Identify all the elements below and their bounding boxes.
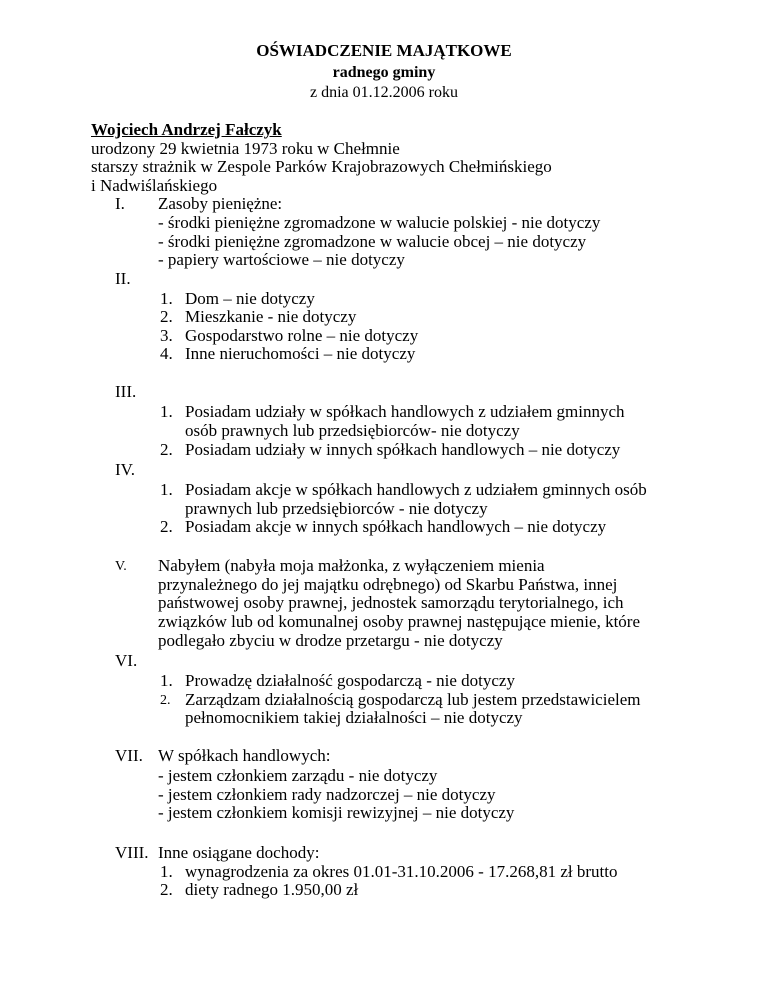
list-number: 1. [160, 289, 173, 308]
section-3-item2: Posiadam udziały w innych spółkach handlowych – nie dotyczy [185, 440, 621, 459]
section-3-item1-line2: osób prawnych lub przedsiębiorców- nie dotyczy [185, 421, 520, 440]
section-8-heading: Inne osiągane dochody: [158, 843, 320, 862]
section-2-item: Mieszkanie - nie dotyczy [185, 307, 357, 326]
section-8-item: wynagrodzenia za okres 01.01-31.10.2006 - 17.268,81 zł brutto [185, 862, 618, 881]
person-job-line2: i Nadwiślańskiego [91, 176, 218, 195]
section-4-item1-line1: Posiadam akcje w spółkach handlowych z udziałem gminnych osób [185, 480, 647, 499]
list-number: 2. [160, 880, 173, 899]
section-4-numeral: IV. [115, 460, 135, 479]
list-number: 2. [160, 440, 173, 459]
section-7-item: - jestem członkiem rady nadzorczej – nie dotyczy [158, 785, 496, 804]
section-3-item1-line1: Posiadam udziały w spółkach handlowych z udziałem gminnych [185, 402, 625, 421]
list-number: 4. [160, 344, 173, 363]
section-7-heading: W spółkach handlowych: [158, 746, 331, 765]
section-2-numeral: II. [115, 269, 131, 288]
list-number: 2. [160, 517, 173, 536]
person-birth: urodzony 29 kwietnia 1973 roku w Chełmnie [91, 139, 400, 158]
person-name: Wojciech Andrzej Fałczyk [91, 120, 282, 139]
section-4-item1-line2: prawnych lub przedsiębiorców - nie dotyczy [185, 499, 488, 518]
section-2-item: Gospodarstwo rolne – nie dotyczy [185, 326, 419, 345]
section-7-item: - jestem członkiem komisji rewizyjnej – nie dotyczy [158, 803, 515, 822]
section-5-line: podlegało zbyciu w drodze przetargu - nie dotyczy [158, 631, 503, 650]
section-2-item: Inne nieruchomości – nie dotyczy [185, 344, 416, 363]
section-5-line: Nabyłem (nabyła moja małżonka, z wyłączeniem mienia [158, 556, 545, 575]
section-1-item: - papiery wartościowe – nie dotyczy [158, 250, 405, 269]
section-7-item: - jestem członkiem zarządu - nie dotyczy [158, 766, 438, 785]
section-1-item: - środki pieniężne zgromadzone w walucie polskiej - nie dotyczy [158, 213, 601, 232]
section-1-numeral: I. [115, 194, 125, 213]
section-1-heading: Zasoby pieniężne: [158, 194, 283, 213]
section-2-item: Dom – nie dotyczy [185, 289, 315, 308]
section-5-line: związków lub od komunalnej osoby prawnej następujące mienie, które [158, 612, 640, 631]
list-number: 2. [160, 307, 173, 326]
document-date: z dnia 01.12.2006 roku [310, 84, 458, 101]
section-6-item1: Prowadzę działalność gospodarczą - nie dotyczy [185, 671, 515, 690]
list-number: 3. [160, 326, 173, 345]
section-6-numeral: VI. [115, 651, 138, 670]
list-number: 1. [160, 671, 173, 690]
section-6-item2-line1: Zarządzam działalnością gospodarczą lub jestem przedstawicielem [185, 690, 641, 709]
list-number: 1. [160, 862, 173, 881]
section-5-line: przynależnego do jej majątku odrębnego) od Skarbu Państwa, innej [158, 575, 618, 594]
section-5-line: państwowej osoby prawnej, jednostek samorządu terytorialnego, ich [158, 593, 624, 612]
section-5-numeral: V. [115, 559, 127, 574]
document-subtitle: radnego gminy [332, 64, 436, 81]
section-6-item2-line2: pełnomocnikiem takiej działalności – nie dotyczy [185, 708, 523, 727]
person-job-line1: starszy strażnik w Zespole Parków Krajobrazowych Chełmińskiego [91, 157, 552, 176]
list-number: 1. [160, 480, 173, 499]
document-title: OŚWIADCZENIE MAJĄTKOWE [256, 41, 512, 60]
section-3-numeral: III. [115, 382, 137, 401]
list-number: 2. [160, 693, 171, 708]
list-number: 1. [160, 402, 173, 421]
section-7-numeral: VII. [115, 746, 143, 765]
section-4-item2: Posiadam akcje w innych spółkach handlowych – nie dotyczy [185, 517, 607, 536]
section-8-numeral: VIII. [115, 843, 149, 862]
section-8-item: diety radnego 1.950,00 zł [185, 880, 359, 899]
section-1-item: - środki pieniężne zgromadzone w walucie obcej – nie dotyczy [158, 232, 587, 251]
